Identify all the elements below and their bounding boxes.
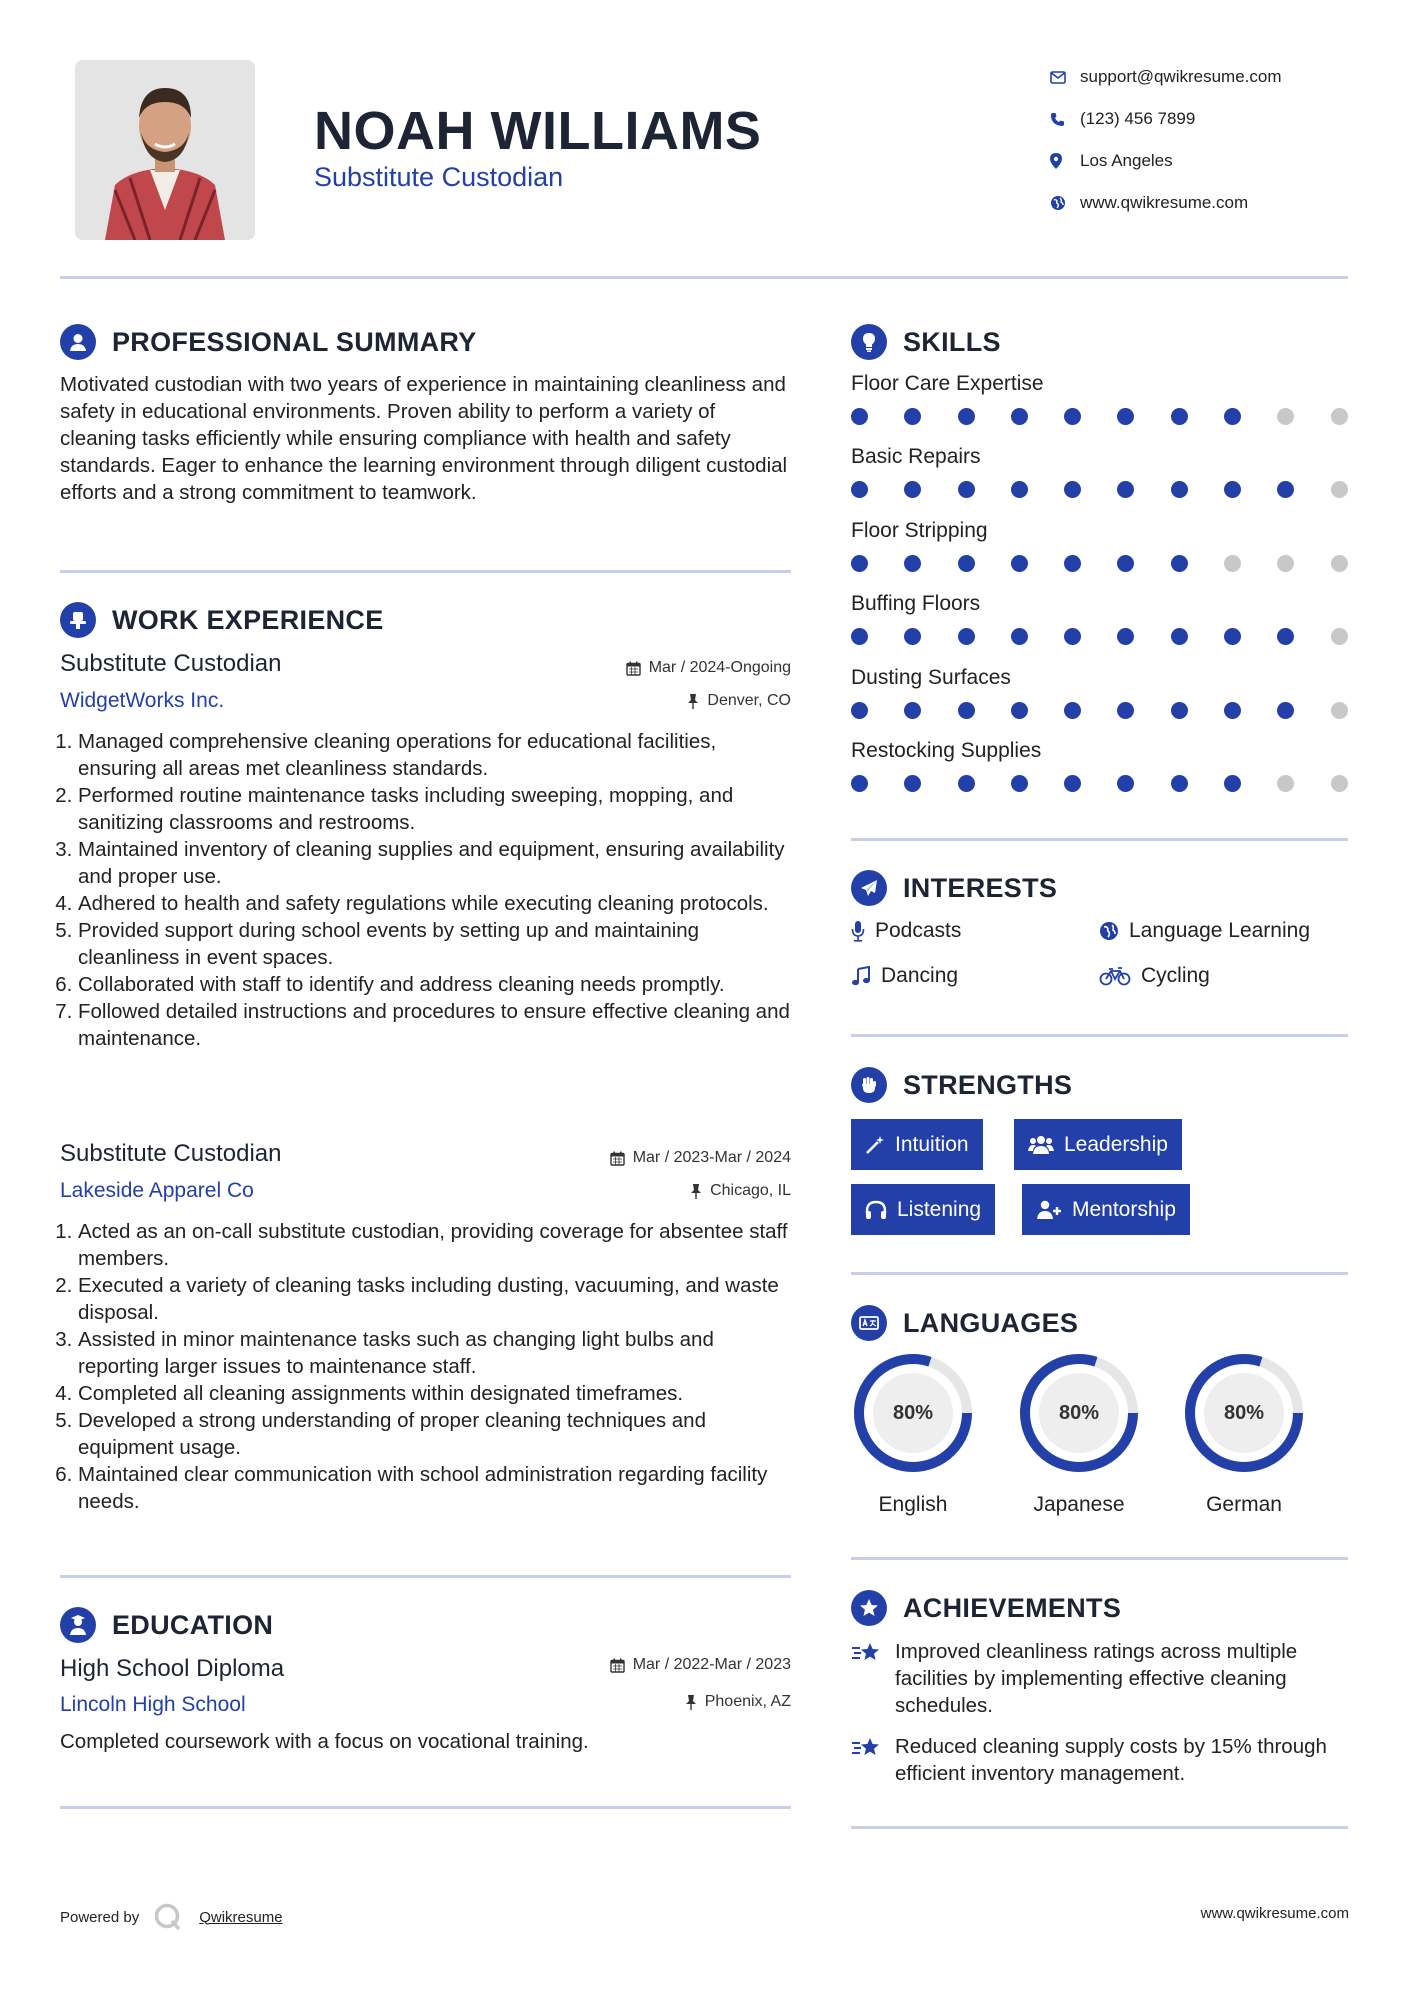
skill-dot-filled [958, 702, 975, 719]
users-icon [1028, 1135, 1054, 1155]
skills-divider [851, 838, 1348, 841]
skill-dot-filled [958, 775, 975, 792]
skill-dot-filled [958, 628, 975, 645]
strength-label: Mentorship [1072, 1197, 1176, 1221]
job-2-location [690, 1182, 791, 1200]
education-degree: High School Diploma [60, 1655, 285, 1682]
experience-heading [60, 602, 384, 638]
summary-title: PROFESSIONAL SUMMARY [112, 326, 477, 357]
skill-dot-filled [904, 408, 921, 425]
list-item: 3. Maintained inventory of cleaning supplies and equipment, ensuring availability and proper use. [78, 836, 795, 890]
skill-rating [851, 555, 1348, 572]
strength-label: Listening [897, 1197, 982, 1221]
language-ring [851, 1351, 975, 1475]
skill-rating [851, 481, 1348, 498]
contact-email[interactable] [1050, 56, 1282, 98]
powered-by-text: Powered by [60, 1908, 140, 1926]
pushpin-icon [690, 1184, 702, 1199]
skill-dot-filled [1171, 555, 1188, 572]
achievements-divider [851, 1826, 1348, 1829]
skill-dot-filled [1224, 628, 1241, 645]
qwikresume-link[interactable]: Qwikresume [199, 1908, 283, 1926]
skill-dot-filled [1171, 408, 1188, 425]
list-item: 5. Developed a strong understanding of proper cleaning techniques and equipment usage. [78, 1407, 795, 1461]
interest-label: Dancing [881, 964, 959, 987]
job-2-dates-text: Mar / 2023-Mar / 2024 [632, 1149, 791, 1166]
job-2-duties [60, 1218, 795, 1515]
skill-dot-filled [1277, 481, 1294, 498]
microphone-icon [851, 920, 865, 942]
education-location-text: Phoenix, AZ [704, 1693, 791, 1710]
skill-name: Basic Repairs [851, 445, 981, 469]
skill-dot-filled [1224, 775, 1241, 792]
globe-icon [1099, 921, 1119, 941]
language-name: German [1206, 1493, 1282, 1516]
list-item: 6. Collaborated with staff to identify and address cleaning needs promptly. [78, 971, 795, 998]
job-2-title: Substitute Custodian [60, 1140, 282, 1167]
skill-dot-empty [1277, 408, 1294, 425]
interest-label: Podcasts [875, 919, 962, 942]
skill-dot-filled [1011, 628, 1028, 645]
interests-divider [851, 1034, 1348, 1037]
skill-dot-empty [1331, 408, 1348, 425]
graduate-icon [60, 1607, 96, 1643]
skill-rating [851, 775, 1348, 792]
achievement-item [851, 1638, 1348, 1719]
interest-cycling [1099, 964, 1210, 988]
map-pin-icon [1050, 153, 1080, 169]
summary-text: Motivated custodian with two years of experience in maintaining cleanliness and safety in educational environments. Proven ability to perform a variety of cleaning tasks efficiently while ensuring compliance with health and safety standards. Eager to enhance the learning environment through diligent custodial efforts and a strong commitment to teamwork. [60, 373, 788, 504]
skill-dot-filled [1224, 702, 1241, 719]
skill-dot-filled [1171, 481, 1188, 498]
globe-icon [1050, 195, 1080, 211]
skill-dot-filled [958, 481, 975, 498]
interest-language-learning [1099, 919, 1310, 943]
experience-divider [60, 1575, 791, 1578]
headphones-icon [865, 1200, 887, 1220]
list-item: 4. Adhered to health and safety regulations while executing cleaning protocols. [78, 890, 795, 917]
contact-phone[interactable] [1050, 98, 1282, 140]
language-icon [851, 1305, 887, 1341]
summary-heading [60, 324, 477, 360]
achievements-heading [851, 1590, 1121, 1626]
skill-dot-empty [1277, 775, 1294, 792]
list-item: 4. Completed all cleaning assignments within designated timeframes. [78, 1380, 795, 1407]
strengths-title: STRENGTHS [903, 1069, 1073, 1100]
list-item: 1. Acted as an on-call substitute custodian, providing coverage for absentee staff members. [78, 1218, 795, 1272]
skill-dot-filled [1171, 775, 1188, 792]
phone-icon [1050, 112, 1080, 127]
calendar-icon [610, 1658, 625, 1673]
header-divider [60, 276, 1348, 279]
user-plus-icon [1036, 1200, 1062, 1220]
fist-icon [851, 1067, 887, 1103]
shooting-star-icon [851, 1640, 885, 1666]
skill-dot-filled [851, 481, 868, 498]
skill-dot-filled [1064, 555, 1081, 572]
skill-dot-filled [1117, 555, 1134, 572]
education-title: EDUCATION [112, 1609, 274, 1640]
skill-dot-empty [1331, 702, 1348, 719]
list-item: 7. Followed detailed instructions and procedures to ensure effective cleaning and maintenance. [78, 998, 795, 1052]
skill-dot-filled [851, 702, 868, 719]
achievements-title: ACHIEVEMENTS [903, 1592, 1122, 1623]
education-heading [60, 1607, 273, 1643]
paper-plane-icon [851, 870, 887, 906]
skill-dot-filled [851, 775, 868, 792]
list-item: 5. Provided support during school events by setting up and maintaining cleanliness in event spaces. [78, 917, 795, 971]
languages-divider [851, 1557, 1348, 1560]
skill-rating [851, 628, 1348, 645]
skill-dot-filled [958, 555, 975, 572]
achievement-item [851, 1733, 1348, 1787]
music-note-icon [851, 966, 871, 986]
contact-phone-text: (123) 456 7899 [1080, 109, 1196, 128]
list-item: 2. Performed routine maintenance tasks including sweeping, mopping, and sanitizing classrooms and restrooms. [78, 782, 795, 836]
interests-heading [851, 870, 1057, 906]
job-1-location-text: Denver, CO [707, 692, 791, 709]
footer-powered-by [60, 1902, 283, 1932]
skill-dot-filled [1064, 775, 1081, 792]
languages-title: LANGUAGES [903, 1307, 1079, 1338]
contact-website-text: www.qwikresume.com [1080, 193, 1249, 212]
skill-dot-filled [1064, 628, 1081, 645]
skill-dot-empty [1277, 555, 1294, 572]
contact-list [1050, 56, 1282, 224]
language-percent: 80% [1058, 1401, 1100, 1424]
qwikresume-logo-icon [153, 1902, 187, 1932]
skill-name: Floor Care Expertise [851, 372, 1044, 395]
achievement-text: Reduced cleaning supply costs by 15% through efficient inventory management. [895, 1735, 1327, 1785]
envelope-icon [1050, 71, 1080, 84]
briefcase-icon [60, 602, 96, 638]
contact-location [1050, 140, 1282, 182]
skill-dot-filled [851, 628, 868, 645]
interest-dancing [851, 964, 958, 988]
strength-listening [851, 1184, 995, 1235]
job-1-duties [60, 728, 795, 1052]
strength-leadership [1014, 1119, 1182, 1170]
calendar-icon [610, 1151, 625, 1166]
language-item [851, 1351, 975, 1517]
contact-website[interactable] [1050, 182, 1282, 224]
skill-dot-filled [1117, 481, 1134, 498]
skill-dot-filled [1171, 702, 1188, 719]
skill-dot-filled [851, 408, 868, 425]
contact-email-text: support@qwikresume.com [1080, 67, 1282, 86]
skill-dot-filled [1277, 628, 1294, 645]
education-divider [60, 1806, 791, 1809]
skill-name: Restocking Supplies [851, 739, 1042, 762]
job-1-title: Substitute Custodian [60, 650, 282, 677]
job-2-company: Lakeside Apparel Co [60, 1179, 254, 1202]
skill-dot-empty [1331, 775, 1348, 792]
job-1-dates-text: Mar / 2024-Ongoing [648, 659, 791, 676]
job-2-dates [610, 1149, 791, 1167]
strengths-heading [851, 1067, 1072, 1103]
skill-dot-empty [1224, 555, 1241, 572]
skill-dot-filled [904, 555, 921, 572]
skill-dot-filled [1011, 408, 1028, 425]
bicycle-icon [1099, 966, 1131, 986]
magic-wand-icon [865, 1135, 885, 1155]
skill-dot-filled [1011, 702, 1028, 719]
pushpin-icon [685, 1695, 697, 1710]
interest-podcasts [851, 919, 961, 943]
skill-dot-filled [1011, 481, 1028, 498]
language-item [1182, 1351, 1306, 1517]
strength-label: Intuition [895, 1132, 969, 1156]
lightbulb-icon [851, 324, 887, 360]
experience-title: WORK EXPERIENCE [112, 604, 384, 635]
skills-title: SKILLS [903, 326, 1001, 357]
skill-dot-filled [904, 702, 921, 719]
language-ring [1182, 1351, 1306, 1475]
skill-dot-filled [1064, 408, 1081, 425]
calendar-icon [626, 661, 641, 676]
user-circle-icon [60, 324, 96, 360]
skill-name: Dusting Surfaces [851, 665, 1011, 689]
profile-photo [75, 60, 255, 240]
strength-label: Leadership [1064, 1132, 1168, 1156]
skill-rating [851, 408, 1348, 425]
education-dates [610, 1656, 791, 1674]
education-description: Completed coursework with a focus on vocational training. [60, 1730, 589, 1753]
skill-dot-filled [1011, 555, 1028, 572]
language-item [1017, 1351, 1141, 1517]
skill-name: Floor Stripping [851, 518, 988, 542]
achievement-text: Improved cleanliness ratings across multiple facilities by implementing effective cleaning schedules. [895, 1640, 1298, 1717]
interests-title: INTERESTS [903, 872, 1058, 903]
list-item: 1. Managed comprehensive cleaning operations for educational facilities, ensuring all areas met cleanliness standards. [78, 728, 795, 782]
skill-dot-filled [1117, 408, 1134, 425]
list-item: 2. Executed a variety of cleaning tasks including dusting, vacuuming, and waste disposal. [78, 1272, 795, 1326]
skill-dot-filled [1117, 775, 1134, 792]
skill-dot-filled [1224, 481, 1241, 498]
summary-divider [60, 570, 791, 573]
skill-dot-filled [1011, 775, 1028, 792]
language-percent: 80% [892, 1401, 934, 1424]
job-1-company: WidgetWorks Inc. [60, 689, 225, 712]
job-2-location-text: Chicago, IL [710, 1182, 791, 1199]
languages-heading [851, 1305, 1078, 1341]
interest-label: Cycling [1141, 964, 1210, 987]
shooting-star-icon [851, 1735, 885, 1761]
skill-rating [851, 702, 1348, 719]
star-badge-icon [851, 1590, 887, 1626]
skill-dot-empty [1331, 481, 1348, 498]
contact-location-text: Los Angeles [1080, 151, 1173, 170]
list-item: 3. Assisted in minor maintenance tasks such as changing light bulbs and reporting larger issues to maintenance staff. [78, 1326, 795, 1380]
skill-name: Buffing Floors [851, 592, 981, 616]
interest-label: Language Learning [1129, 919, 1311, 942]
strength-intuition [851, 1119, 983, 1170]
footer-website[interactable]: www.qwikresume.com [1200, 1905, 1349, 1922]
education-location [685, 1693, 791, 1711]
skill-dot-filled [904, 775, 921, 792]
strength-mentorship [1022, 1184, 1190, 1235]
education-dates-text: Mar / 2022-Mar / 2023 [632, 1656, 791, 1673]
skill-dot-filled [1277, 702, 1294, 719]
skill-dot-filled [1117, 702, 1134, 719]
skill-dot-empty [1331, 555, 1348, 572]
skills-heading [851, 324, 1001, 360]
skill-dot-filled [904, 628, 921, 645]
language-name: English [878, 1493, 948, 1516]
education-school: Lincoln High School [60, 1693, 246, 1716]
skill-dot-filled [1117, 628, 1134, 645]
skill-dot-filled [1171, 628, 1188, 645]
skill-dot-filled [958, 408, 975, 425]
pushpin-icon [687, 694, 699, 709]
skill-dot-filled [1064, 481, 1081, 498]
skill-dot-empty [1331, 628, 1348, 645]
skill-dot-filled [904, 481, 921, 498]
candidate-name: NOAH WILLIAMS [314, 101, 762, 161]
language-ring [1017, 1351, 1141, 1475]
job-1-location [687, 692, 791, 710]
skill-dot-filled [851, 555, 868, 572]
language-name: Japanese [1033, 1493, 1125, 1516]
candidate-title: Substitute Custodian [314, 162, 564, 192]
job-1-dates [626, 659, 791, 677]
skill-dot-filled [1224, 408, 1241, 425]
strengths-divider [851, 1272, 1348, 1275]
language-percent: 80% [1223, 1401, 1265, 1424]
list-item: 6. Maintained clear communication with school administration regarding facility needs. [78, 1461, 795, 1515]
skill-dot-filled [1064, 702, 1081, 719]
